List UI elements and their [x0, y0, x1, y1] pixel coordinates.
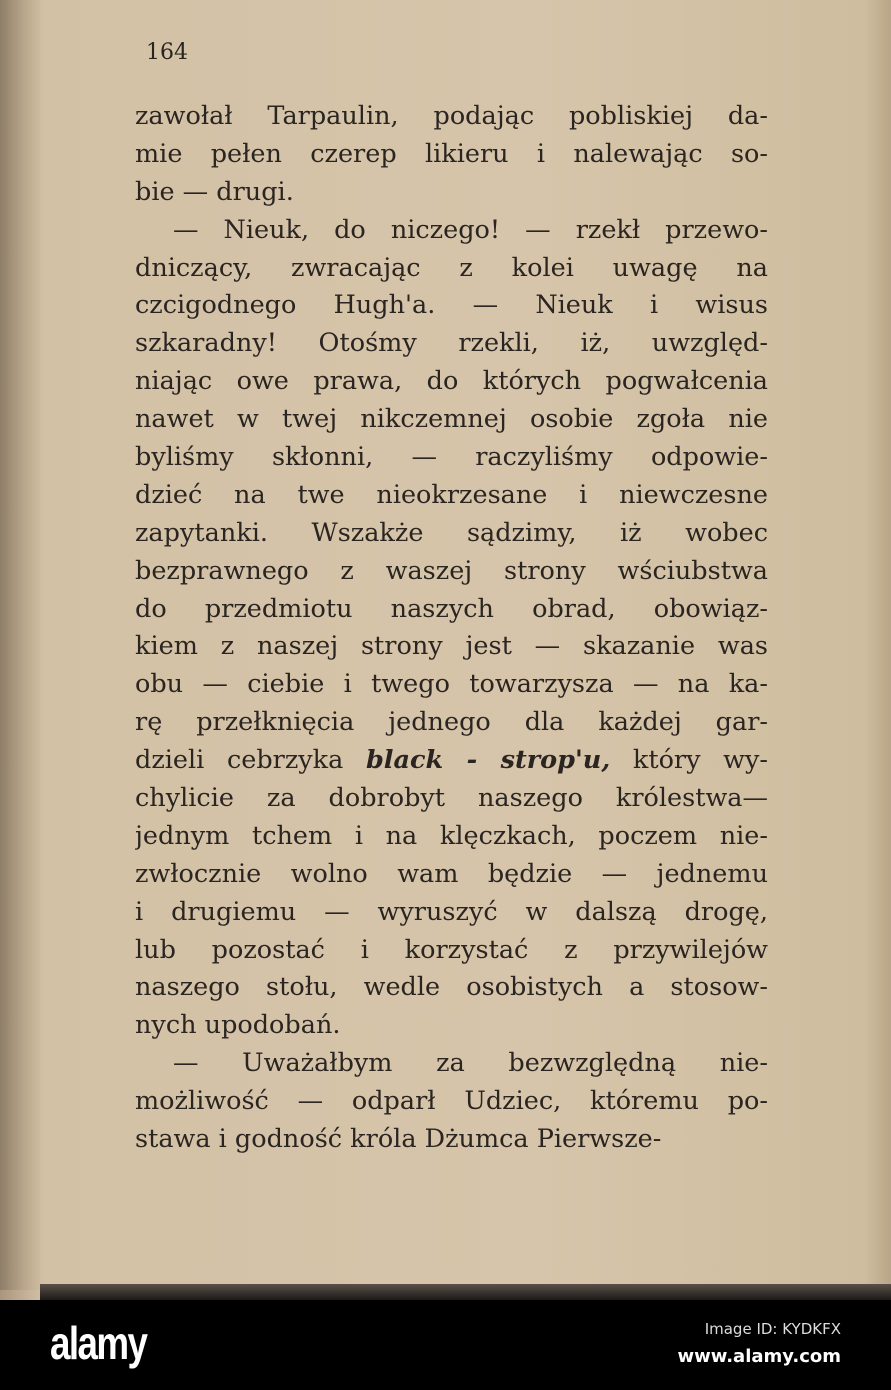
text-line: jednym tchem i na klęczkach, poczem nie-: [135, 820, 768, 851]
text-line: [135, 742, 768, 780]
text-line: szkaradny! Otośmy rzekli, iż, uwzględ-: [135, 328, 768, 359]
text-line: lub pozostać i korzystać z przywilejów: [135, 934, 768, 965]
body-text: [135, 98, 768, 1159]
text-line: rę przełknięcia jednego dla każdej gar-: [135, 707, 768, 738]
text-segment: który wy-: [610, 745, 768, 776]
alamy-logo: alamy: [50, 1317, 147, 1369]
text-line: czcigodnego Hugh'a. — Nieuk i wisus: [135, 290, 768, 321]
text-line: do przedmiotu naszych obrad, obowiąz-: [135, 593, 768, 624]
text-line: kiem z naszej strony jest — skazanie was: [135, 631, 768, 662]
alamy-url: www.alamy.com: [677, 1346, 841, 1367]
text-line: możliwość — odparł Udziec, któremu po-: [135, 1086, 768, 1117]
text-line: dzieć na twe nieokrzesane i niewczesne: [135, 479, 768, 510]
text-line: nych upodobań.: [135, 1010, 341, 1041]
text-line: stawa i godność króla Dżumca Pierwsze-: [135, 1124, 662, 1155]
text-line: — Uważałbym za bezwzględną nie-: [173, 1048, 768, 1079]
text-line: nawet w twej nikczemnej osobie zgoła nie: [135, 404, 768, 435]
text-line: naszego stołu, wedle osobistych a stosow-: [135, 972, 768, 1003]
image-id: Image ID: KYDKFX: [704, 1320, 841, 1338]
text-line: byliśmy skłonni, — raczyliśmy odpowie-: [135, 442, 768, 473]
text-line: niając owe prawa, do których pogwałcenia: [135, 366, 768, 397]
text-segment: dzieli cebrzyka: [135, 745, 366, 776]
text-line: chylicie za dobrobyt naszego królestwa—: [135, 783, 768, 814]
text-line: zapytanki. Wszakże sądzimy, iż wobec: [135, 517, 768, 548]
text-line: bezprawnego z waszej strony wściubstwa: [135, 555, 768, 586]
text-line: dniczący, zwracając z kolei uwagę na: [135, 252, 768, 283]
page-bottom-edge: [40, 1284, 891, 1300]
watermark-bar: [0, 1300, 891, 1390]
text-line: zwłocznie wolno wam będzie — jednemu: [135, 858, 768, 889]
italic-term: black - strop'u,: [365, 745, 611, 776]
text-line: bie — drugi.: [135, 176, 294, 207]
book-binding: [0, 0, 40, 1290]
text-line: obu — ciebie i twego towarzysza — na ka-: [135, 669, 768, 700]
text-line: mie pełen czerep likieru i nalewając so-: [135, 138, 768, 169]
text-line: zawołał Tarpaulin, podając pobliskiej da-: [135, 101, 768, 131]
text-line: — Nieuk, do niczego! — rzekł przewo-: [173, 214, 768, 245]
text-line: i drugiemu — wyruszyć w dalszą drogę,: [135, 896, 768, 927]
page-number: 164: [146, 40, 188, 65]
